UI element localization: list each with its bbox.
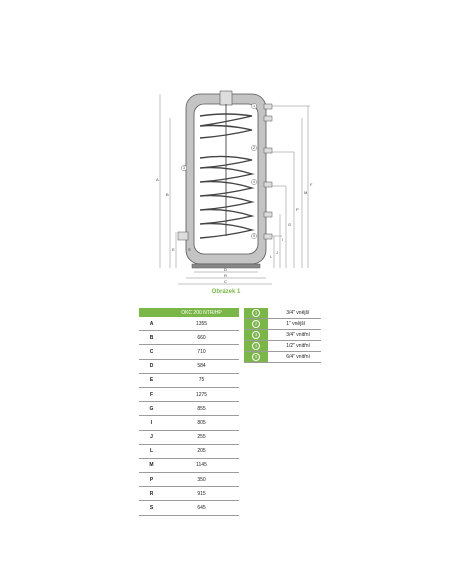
dim-letter: F	[310, 182, 313, 187]
table-row	[139, 487, 239, 501]
connection-number: 1	[252, 309, 260, 317]
dim-key: G	[139, 402, 164, 416]
connections-table	[244, 308, 321, 363]
connection-desc: 3/4" vnější	[268, 308, 321, 319]
dim-value: 205	[164, 444, 239, 458]
dim-value: 915	[164, 487, 239, 501]
callout-number: 4	[253, 180, 255, 185]
table-row	[139, 430, 239, 444]
dim-key: A	[139, 317, 164, 331]
dimensions-table	[139, 308, 239, 516]
dim-key: J	[139, 430, 164, 444]
dim-letter: S	[188, 247, 191, 252]
dim-value: 255	[164, 430, 239, 444]
connection-desc: 6/4" vnitřní	[268, 352, 321, 363]
dim-key: M	[139, 458, 164, 472]
table-row	[139, 373, 239, 387]
dim-key: S	[139, 501, 164, 515]
top-fitting	[220, 91, 232, 105]
callout-number: 5	[253, 234, 255, 239]
table-row	[244, 308, 321, 319]
dim-letter: P	[296, 207, 299, 212]
dim-key: L	[139, 444, 164, 458]
dimensions-header-row	[139, 308, 239, 317]
dim-value: 75	[164, 373, 239, 387]
dim-letter: M	[304, 190, 308, 195]
dim-value: 855	[164, 402, 239, 416]
connection-desc: 3/4" vnitřní	[268, 330, 321, 341]
dim-key: B	[139, 331, 164, 345]
dimension-lines-left	[160, 94, 176, 268]
dim-value: 660	[164, 331, 239, 345]
dim-value: 805	[164, 416, 239, 430]
connection-number: 3	[252, 331, 260, 339]
table-row	[139, 458, 239, 472]
dim-value: 1145	[164, 458, 239, 472]
table-row	[244, 341, 321, 352]
dim-letter: D	[224, 267, 227, 272]
dim-value: 350	[164, 473, 239, 487]
table-row	[139, 402, 239, 416]
dim-letter: R	[224, 273, 227, 278]
connection-number: 5	[252, 353, 260, 361]
dim-key: D	[139, 359, 164, 373]
figure-caption: Obrázek 1	[211, 289, 241, 295]
dim-letter: J	[276, 250, 278, 255]
table-row	[139, 345, 239, 359]
table-row	[139, 473, 239, 487]
callout-number: 2	[253, 146, 255, 151]
table-row	[244, 352, 321, 363]
dim-key: P	[139, 473, 164, 487]
dim-letter: A	[156, 177, 159, 182]
table-row	[139, 359, 239, 373]
table-row	[139, 331, 239, 345]
connection-number: 4	[252, 342, 260, 350]
table-row	[139, 501, 239, 515]
dimension-lines-right	[272, 106, 310, 268]
dim-value: 584	[164, 359, 239, 373]
dim-letter: G	[288, 222, 292, 227]
dimensions-header-label	[139, 308, 164, 317]
connection-number: 2	[252, 320, 260, 328]
table-row	[139, 444, 239, 458]
dim-key: I	[139, 416, 164, 430]
connection-desc: 1" vnější	[268, 319, 321, 330]
callout-number: 1	[253, 104, 255, 109]
tank-technical-drawing	[148, 86, 318, 286]
dim-letter: E	[172, 247, 175, 252]
dim-key: F	[139, 387, 164, 401]
table-row	[244, 330, 321, 341]
dim-letter: L	[270, 254, 273, 259]
dim-value: 1275	[164, 387, 239, 401]
dim-key: R	[139, 487, 164, 501]
dim-value: 645	[164, 501, 239, 515]
dim-key: E	[139, 373, 164, 387]
dim-key: C	[139, 345, 164, 359]
dim-letter: I	[282, 237, 284, 242]
dim-letter: C	[224, 279, 227, 284]
table-row	[139, 387, 239, 401]
dimensions-header-model: OKC 200 NTR/HP	[164, 308, 239, 317]
dim-value: 710	[164, 345, 239, 359]
dim-letter: B	[166, 192, 169, 197]
table-row	[244, 319, 321, 330]
table-row	[139, 416, 239, 430]
connection-desc: 1/2" vnitřní	[268, 341, 321, 352]
callout-number: 3	[183, 166, 185, 171]
table-row	[139, 317, 239, 331]
dim-value: 1355	[164, 317, 239, 331]
